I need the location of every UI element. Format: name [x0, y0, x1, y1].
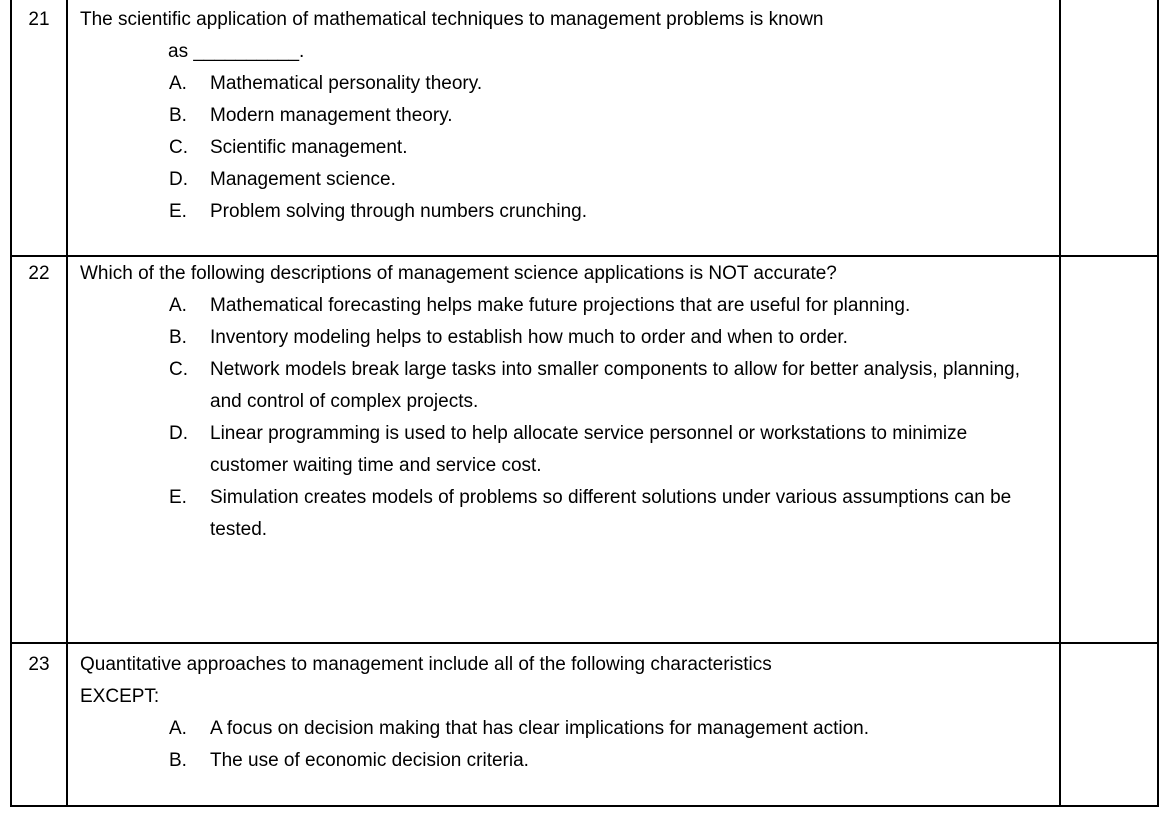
question-row-22 — [10, 255, 1159, 644]
option-text: Scientific management. — [210, 137, 408, 158]
option-b — [80, 322, 1059, 354]
option-e — [80, 196, 1059, 228]
question-cell — [68, 0, 1061, 255]
option-letter: C. — [169, 137, 188, 158]
question-stem: Which of the following descriptions of management science applications is NOT accurate? — [80, 263, 837, 284]
option-text: Network models break large tasks into smaller components to allow for better analysis, planning, and control of complex projects. — [210, 359, 1020, 412]
option-a — [80, 713, 1059, 745]
option-letter: B. — [169, 327, 187, 348]
option-text: Inventory modeling helps to establish how much to order and when to order. — [210, 327, 848, 348]
option-a — [80, 68, 1059, 100]
option-letter: C. — [169, 359, 188, 380]
option-text: Simulation creates models of problems so different solutions under various assumptions can be tested. — [210, 487, 1012, 540]
option-text: A focus on decision making that has clear implications for management action. — [210, 718, 870, 739]
option-letter: D. — [169, 423, 188, 444]
option-letter: B. — [169, 105, 187, 126]
option-letter: E. — [169, 487, 187, 508]
option-letter: A. — [169, 718, 187, 739]
option-text: Mathematical personality theory. — [210, 73, 483, 94]
answer-cell — [1061, 0, 1157, 255]
question-number: 22 — [12, 255, 68, 642]
option-d — [80, 418, 1059, 482]
option-b — [80, 100, 1059, 132]
question-number: 23 — [12, 644, 68, 805]
question-row-21 — [10, 0, 1159, 257]
answer-cell — [1061, 255, 1157, 642]
option-c — [80, 132, 1059, 164]
option-letter: B. — [169, 750, 187, 771]
option-e — [80, 482, 1059, 546]
option-list — [80, 68, 1059, 228]
question-cell — [68, 644, 1061, 805]
question-number: 21 — [12, 0, 68, 255]
option-b — [80, 745, 1059, 777]
option-text: Mathematical forecasting helps make future projections that are useful for planning. — [210, 295, 911, 316]
option-d — [80, 164, 1059, 196]
option-c — [80, 354, 1059, 418]
question-stem: The scientific application of mathematical techniques to management problems is known — [80, 9, 824, 30]
option-text: The use of economic decision criteria. — [210, 750, 529, 771]
answer-cell — [1061, 644, 1157, 805]
question-row-23 — [10, 642, 1159, 807]
question-stem: Quantitative approaches to management include all of the following characteristics — [80, 654, 772, 675]
option-text: Management science. — [210, 169, 396, 190]
option-letter: E. — [169, 201, 187, 222]
question-cell — [68, 255, 1061, 642]
option-text: Modern management theory. — [210, 105, 453, 126]
option-letter: A. — [169, 295, 187, 316]
question-stem-continued: EXCEPT: — [80, 686, 160, 707]
option-a — [80, 290, 1059, 322]
option-text: Problem solving through numbers crunching. — [210, 201, 588, 222]
option-list — [80, 713, 1059, 777]
option-letter: A. — [169, 73, 187, 94]
option-text: Linear programming is used to help allocate service personnel or workstations to minimize customer waiting time and service cost. — [210, 423, 968, 476]
option-list — [80, 290, 1059, 546]
question-stem-continued: as __________. — [168, 41, 305, 62]
option-letter: D. — [169, 169, 188, 190]
